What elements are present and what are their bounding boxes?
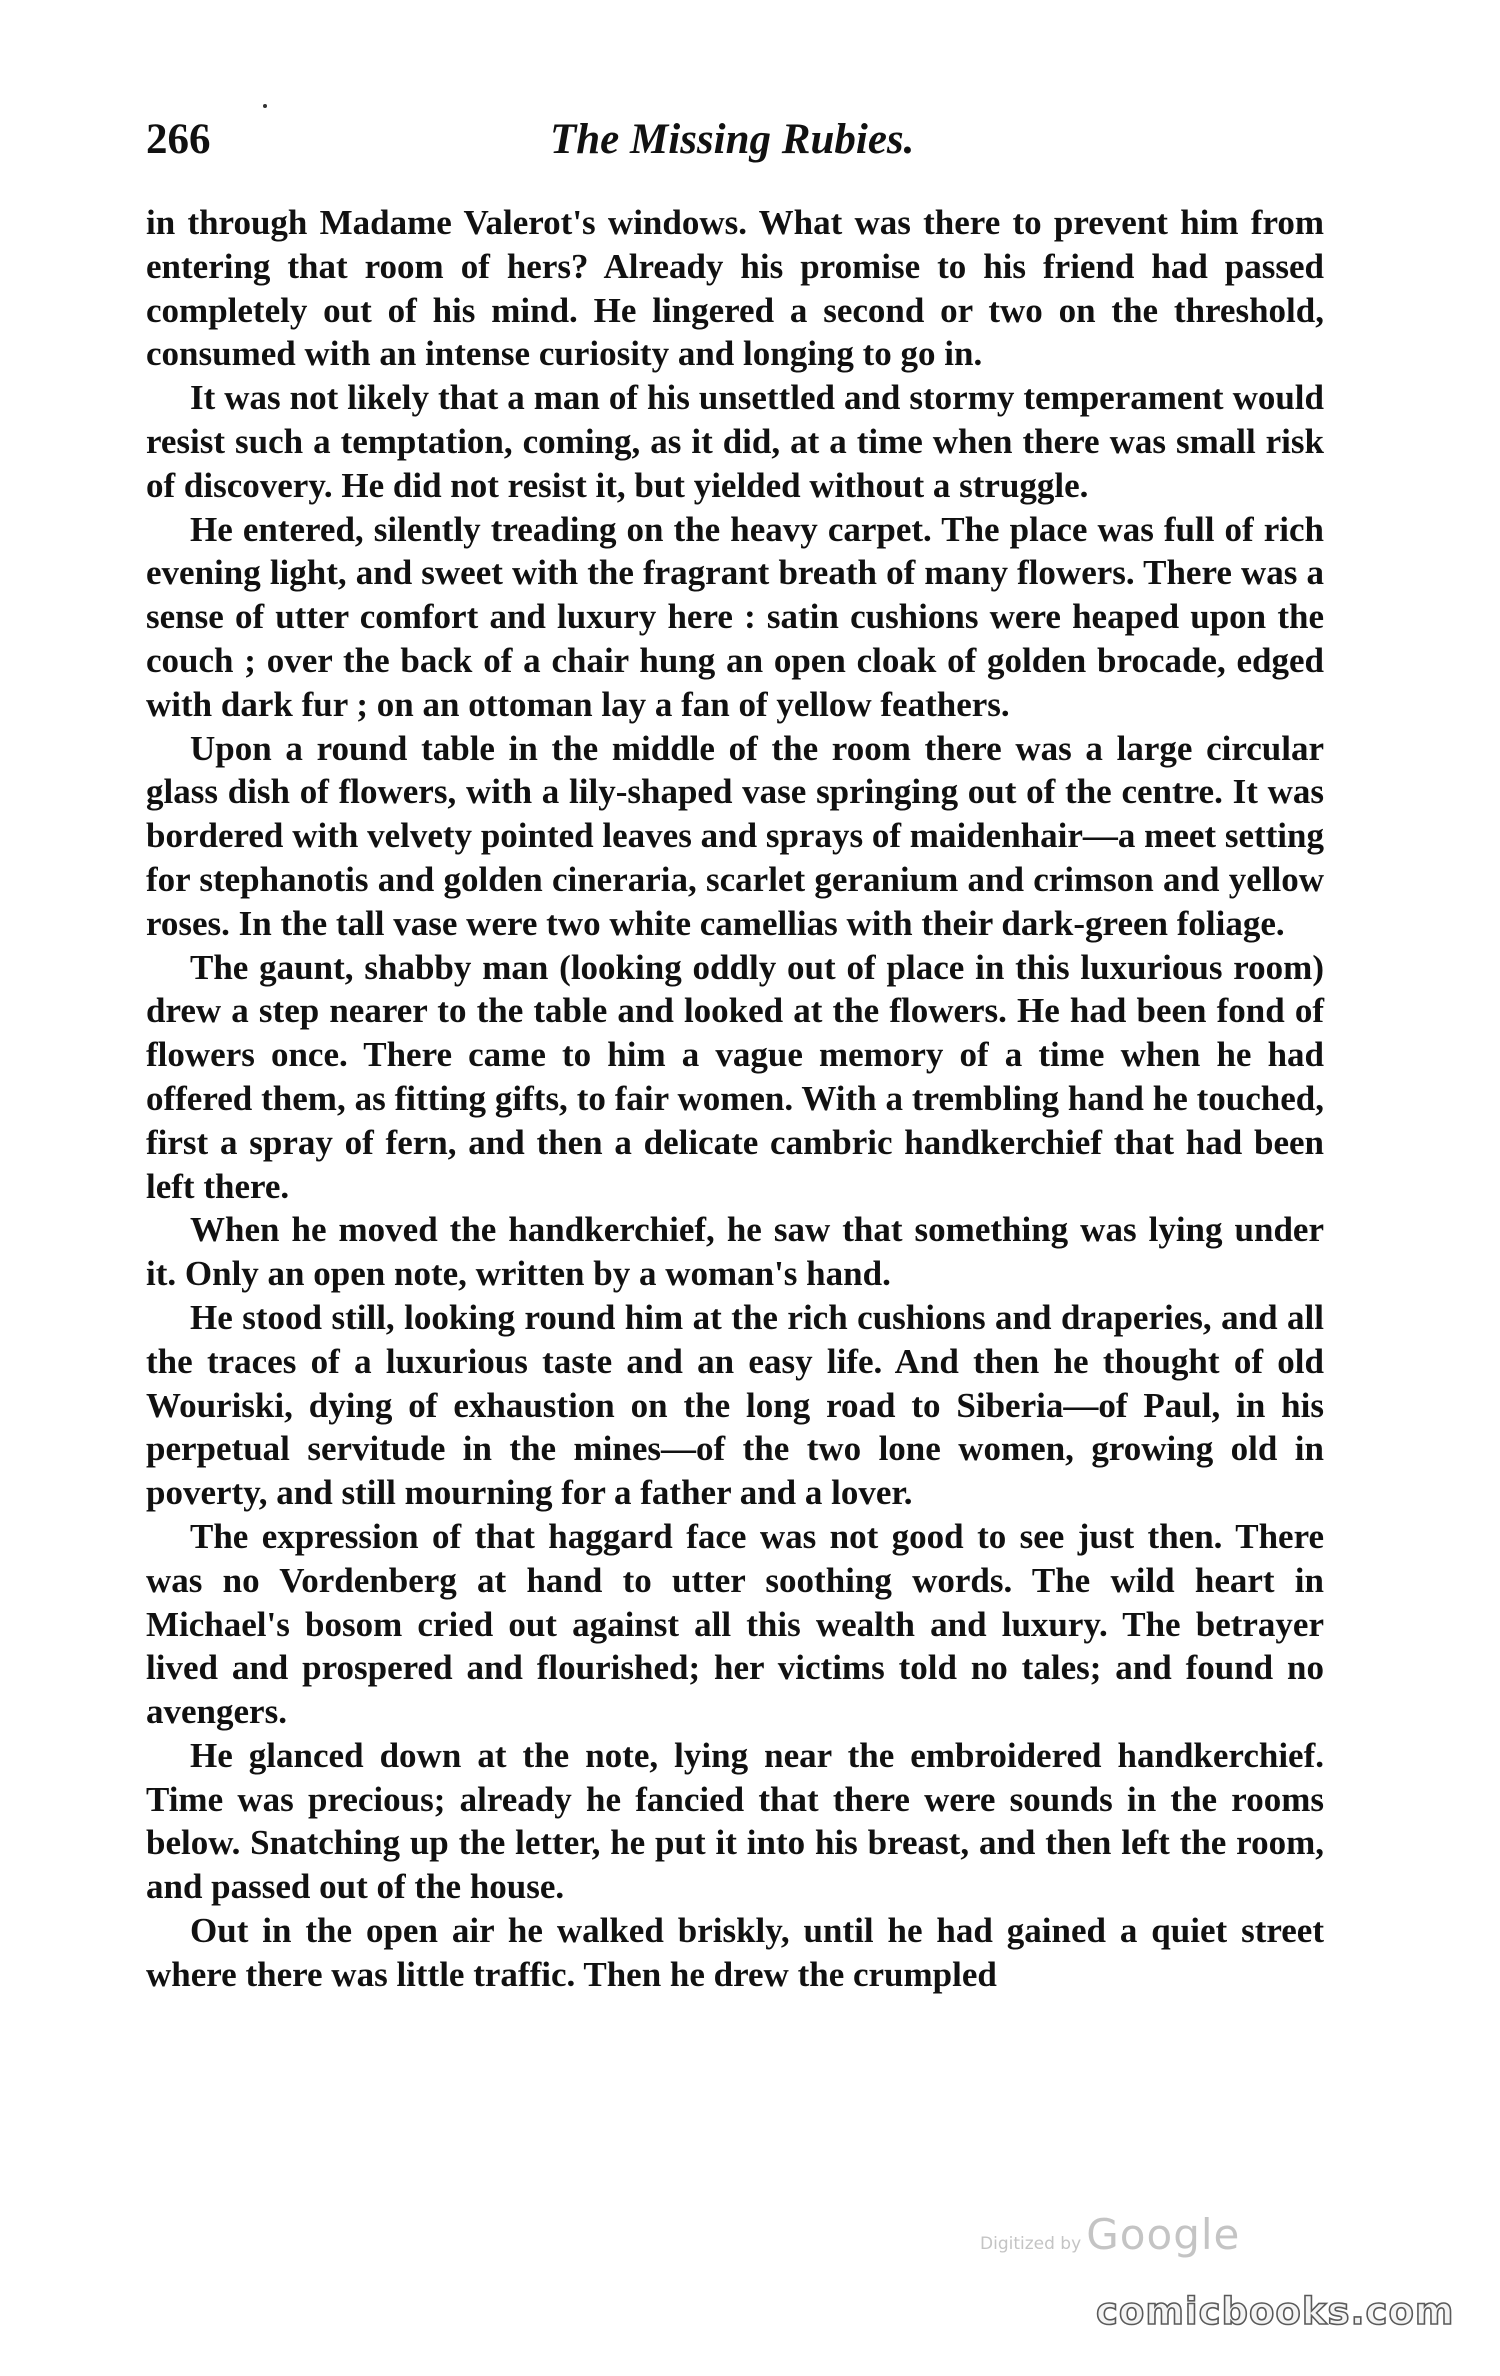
paragraph-8: The expression of that haggard face was not good to see just then. There was no Vordenberg at hand to utter soothing words. The wild heart in Michael's bosom cried out against all this wealth and luxury. The betrayer lived and prospered and flourished; her victims told no tales; and found no avengers. (146, 1516, 1324, 1732)
site-watermark: comicbooks.com (1096, 2290, 1455, 2333)
paragraph-5: The gaunt, shabby man (looking oddly out of place in this luxurious room) drew a step nearer to the table and looked at the flowers. He had been fond of flowers once. There came to him a vague memory of a time when he had offered them, as fitting gifts, to fair women. With a trembling hand he touched, first a spray of fern, and then a delicate cambric handkerchief that had been left there. (146, 947, 1324, 1206)
paragraph-7: He stood still, looking round him at the rich cushions and draperies, and all the traces of a luxurious taste and an easy life. And then he thought of old Wouriski, dying of exhaustion on the long road to Siberia—of Paul, in his perpetual servitude in the mines—of the two lone women, growing old in poverty, and still mourning for a father and a lover. (146, 1297, 1324, 1513)
paragraph-6: When he moved the handkerchief, he saw that something was lying under it. Only an open note, written by a woman's hand. (146, 1210, 1324, 1294)
paragraph-3: He entered, silently treading on the heavy carpet. The place was full of rich evening light, and sweet with the fragrant breath of many flowers. There was a sense of utter comfort and luxury here : satin cushions were heaped upon the couch ; over the back of a chair hung an open cloak of golden brocade, edged with dark fur ; on an ottoman lay a fan of yellow feathers. (146, 509, 1324, 724)
digitized-by-text: Digitized by (980, 2234, 1082, 2254)
paragraph-10: Out in the open air he walked briskly, until he had gained a quiet street where there was little traffic. Then he drew the crumpled (146, 1911, 1324, 1994)
body-text (146, 201, 1324, 1997)
print-speck (263, 104, 267, 108)
paragraph-4: Upon a round table in the middle of the room there was a large circular glass dish of flowers, with a lily-shaped vase springing out of the centre. It was bordered with velvety pointed leaves and sprays of maidenhair—a meet setting for stephanotis and golden cineraria, scarlet geranium and crimson and yellow roses. In the tall vase were two white camellias with their dark-green foliage. (146, 728, 1324, 943)
paragraph-1: in through Madame Valerot's windows. What was there to prevent him from entering that room of hers? Already his promise to his friend had passed completely out of his mind. He lingered a second or two on the threshold, consumed with an intense curiosity and longing to go in. (146, 203, 1324, 374)
digitized-by-google-watermark (980, 2210, 1240, 2259)
paragraph-9: He glanced down at the note, lying near the embroidered handkerchief. Time was precious; already he fancied that there were sounds in the rooms below. Snatching up the letter, he put it into his breast, and then left the room, and passed out of the house. (146, 1735, 1324, 1907)
running-title: The Missing Rubies. (550, 116, 915, 163)
google-logo-text: Google (1086, 2210, 1241, 2259)
paragraph-2: It was not likely that a man of his unsettled and stormy temperament would resist such a temptation, coming, as it did, at a time when there was small risk of discovery. He did not resist it, but yielded without a struggle. (146, 378, 1324, 505)
page-number: 266 (146, 116, 211, 163)
